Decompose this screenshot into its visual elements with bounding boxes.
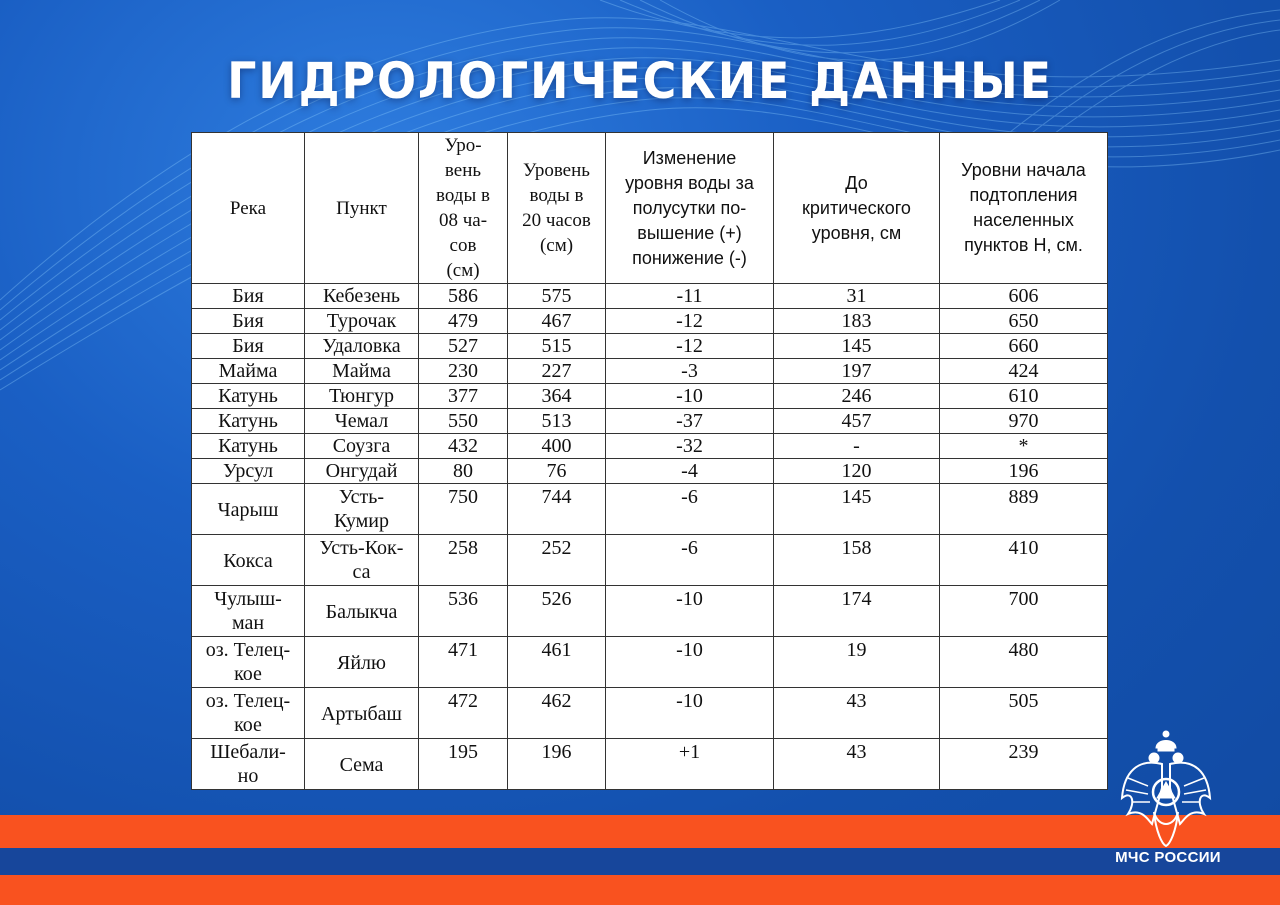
cell-level-20: 467 [508, 309, 606, 334]
cell-change: -10 [606, 586, 774, 637]
cell-point: Тюнгур [305, 384, 419, 409]
cell-level-08: 472 [419, 688, 508, 739]
table-row [192, 484, 1108, 535]
cell-change: -10 [606, 688, 774, 739]
cell-change: -37 [606, 409, 774, 434]
header-level-08 [419, 133, 508, 284]
cell-point: Сема [305, 739, 419, 790]
header-text: Уровни начала подтопления населенных пунктов Н, см. [961, 160, 1086, 255]
cell-to-critical: 145 [774, 484, 940, 535]
cell-point: Яйлю [305, 637, 419, 688]
cell-point: Кебезень [305, 284, 419, 309]
cell-to-critical: 43 [774, 739, 940, 790]
cell-level-20: 461 [508, 637, 606, 688]
cell-river: оз. Телец- кое [192, 637, 305, 688]
header-to-critical [774, 133, 940, 284]
cell-change: -6 [606, 484, 774, 535]
cell-level-08: 80 [419, 459, 508, 484]
cell-change: -4 [606, 459, 774, 484]
cell-river: Чарыш [192, 484, 305, 535]
cell-level-08: 377 [419, 384, 508, 409]
table-row [192, 334, 1108, 359]
cell-to-critical: 183 [774, 309, 940, 334]
cell-river: Катунь [192, 434, 305, 459]
cell-to-critical: 31 [774, 284, 940, 309]
cell-to-critical: 457 [774, 409, 940, 434]
cell-level-20: 196 [508, 739, 606, 790]
cell-flood-level: 239 [940, 739, 1108, 790]
cell-level-08: 586 [419, 284, 508, 309]
header-text: Пункт [336, 197, 387, 219]
cell-to-critical: 43 [774, 688, 940, 739]
table-row [192, 409, 1108, 434]
footer-stripe-orange-top [0, 815, 1280, 848]
header-flood-level [940, 133, 1108, 284]
footer-stripe-orange-bottom [0, 875, 1280, 905]
cell-to-critical: - [774, 434, 940, 459]
cell-river: Бия [192, 334, 305, 359]
cell-change: -3 [606, 359, 774, 384]
cell-to-critical: 197 [774, 359, 940, 384]
cell-point: Турочак [305, 309, 419, 334]
cell-level-20: 575 [508, 284, 606, 309]
cell-level-20: 515 [508, 334, 606, 359]
cell-river: Кокса [192, 535, 305, 586]
table-row [192, 384, 1108, 409]
cell-level-08: 527 [419, 334, 508, 359]
header-text: До критического уровня, см [802, 172, 911, 243]
cell-change: +1 [606, 739, 774, 790]
cell-level-20: 364 [508, 384, 606, 409]
cell-change: -12 [606, 334, 774, 359]
table-row [192, 535, 1108, 586]
cell-point: Удаловка [305, 334, 419, 359]
cell-level-20: 76 [508, 459, 606, 484]
cell-level-20: 513 [508, 409, 606, 434]
cell-change: -32 [606, 434, 774, 459]
cell-level-08: 550 [419, 409, 508, 434]
table-row [192, 688, 1108, 739]
cell-change: -11 [606, 284, 774, 309]
cell-river: Чулыш- ман [192, 586, 305, 637]
cell-river: Бия [192, 284, 305, 309]
cell-to-critical: 246 [774, 384, 940, 409]
cell-level-08: 471 [419, 637, 508, 688]
header-river [192, 133, 305, 284]
cell-change: -10 [606, 384, 774, 409]
cell-to-critical: 174 [774, 586, 940, 637]
cell-level-20: 462 [508, 688, 606, 739]
cell-flood-level: 889 [940, 484, 1108, 535]
cell-to-critical: 158 [774, 535, 940, 586]
header-text: Уровень воды в 20 часов (см) [522, 160, 591, 256]
cell-river: Шебали- но [192, 739, 305, 790]
table-header-row [192, 133, 1108, 284]
table-row [192, 434, 1108, 459]
hydrology-table [191, 132, 1108, 790]
cell-flood-level: 970 [940, 409, 1108, 434]
cell-level-20: 252 [508, 535, 606, 586]
cell-level-20: 526 [508, 586, 606, 637]
cell-to-critical: 120 [774, 459, 940, 484]
cell-flood-level: 660 [940, 334, 1108, 359]
cell-level-08: 195 [419, 739, 508, 790]
cell-flood-level: * [940, 434, 1108, 459]
cell-river: Катунь [192, 384, 305, 409]
cell-flood-level: 480 [940, 637, 1108, 688]
header-text: Река [229, 197, 267, 219]
logo-text: МЧС РОССИИ [1115, 849, 1221, 866]
emblem-icon [1118, 728, 1214, 848]
cell-river: Бия [192, 309, 305, 334]
hydrology-table-container [191, 132, 1107, 787]
table-row [192, 459, 1108, 484]
cell-flood-level: 196 [940, 459, 1108, 484]
cell-level-20: 400 [508, 434, 606, 459]
cell-river: оз. Телец- кое [192, 688, 305, 739]
header-change [606, 133, 774, 284]
cell-river: Катунь [192, 409, 305, 434]
cell-change: -10 [606, 637, 774, 688]
cell-point: Онгудай [305, 459, 419, 484]
cell-point: Артыбаш [305, 688, 419, 739]
cell-flood-level: 606 [940, 284, 1108, 309]
cell-to-critical: 19 [774, 637, 940, 688]
cell-point: Усть- Кумир [305, 484, 419, 535]
table-row [192, 284, 1108, 309]
cell-river: Майма [192, 359, 305, 384]
footer-stripe-blue [0, 848, 1280, 875]
cell-level-08: 432 [419, 434, 508, 459]
cell-change: -6 [606, 535, 774, 586]
cell-river: Урсул [192, 459, 305, 484]
cell-point: Чемал [305, 409, 419, 434]
cell-flood-level: 610 [940, 384, 1108, 409]
table-row [192, 637, 1108, 688]
cell-flood-level: 505 [940, 688, 1108, 739]
table-row [192, 739, 1108, 790]
cell-level-08: 479 [419, 309, 508, 334]
page-title: ГИДРОЛОГИЧЕСКИЕ ДАННЫЕ [227, 52, 1053, 110]
cell-level-08: 230 [419, 359, 508, 384]
table-row [192, 359, 1108, 384]
cell-change: -12 [606, 309, 774, 334]
header-text: Изменение уровня воды за полусутки по- вышение (+) понижение (-) [625, 147, 754, 268]
cell-level-20: 227 [508, 359, 606, 384]
cell-flood-level: 650 [940, 309, 1108, 334]
cell-level-08: 258 [419, 535, 508, 586]
cell-point: Балыкча [305, 586, 419, 637]
cell-level-20: 744 [508, 484, 606, 535]
table-row [192, 309, 1108, 334]
cell-flood-level: 410 [940, 535, 1108, 586]
cell-to-critical: 145 [774, 334, 940, 359]
cell-level-08: 750 [419, 484, 508, 535]
cell-point: Соузга [305, 434, 419, 459]
header-level-20 [508, 133, 606, 284]
cell-point: Усть-Кок- са [305, 535, 419, 586]
cell-flood-level: 700 [940, 586, 1108, 637]
header-text: Уро- вень воды в 08 ча- сов (см) [436, 135, 490, 281]
cell-level-08: 536 [419, 586, 508, 637]
table-body [192, 284, 1108, 790]
header-point [305, 133, 419, 284]
cell-point: Майма [305, 359, 419, 384]
table-row [192, 586, 1108, 637]
cell-flood-level: 424 [940, 359, 1108, 384]
